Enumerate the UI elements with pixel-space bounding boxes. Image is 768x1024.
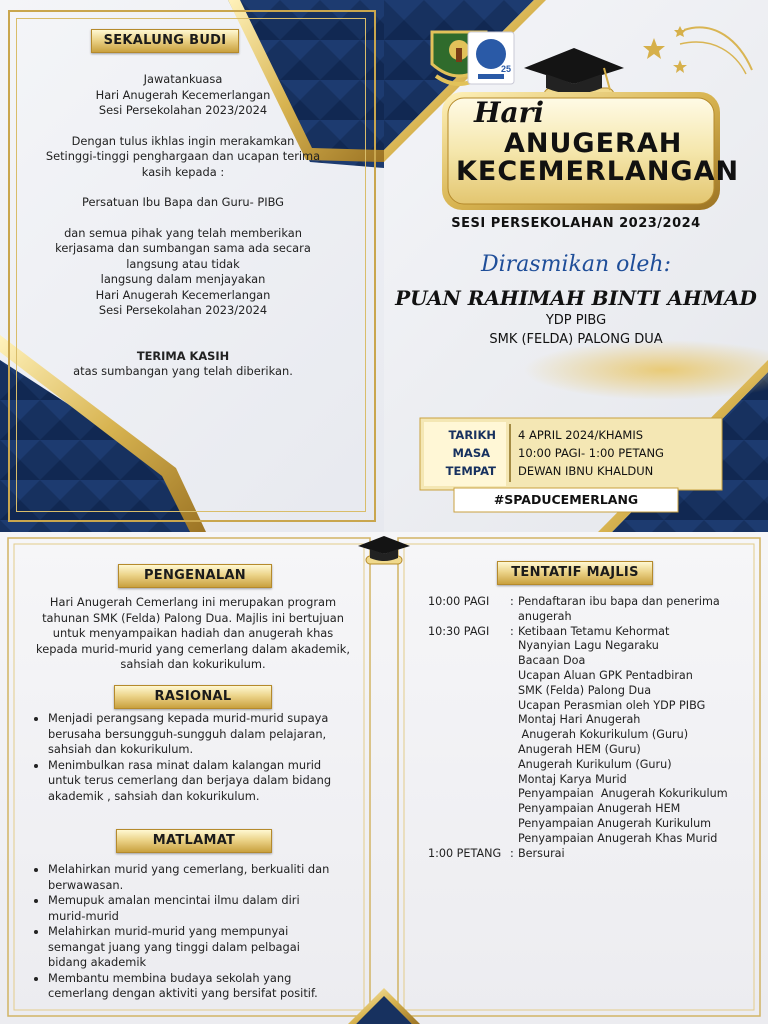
pengenalan-text: Hari Anugerah Cemerlang ini merupakan program tahunan SMK (Felda) Palong Dua. Majlis ini bertujuan untuk menyampaikan hadiah dan anugerah khas kepada murid-murid yang cemerlang dalam akademik, sahsiah dan kokurikulum. <box>36 595 350 671</box>
thanks-panel <box>0 0 384 532</box>
graduation-cap-icon <box>358 536 410 564</box>
logo-number: 25 <box>501 64 512 74</box>
schedule-sep: : <box>510 595 514 608</box>
thanks-line: langsung atau tidak <box>126 256 240 271</box>
terima-kasih-text: atas sumbangan yang telah diberikan. <box>73 364 293 378</box>
schedule-item: Ketibaan Tetamu Kehormat <box>518 624 670 638</box>
list-item: • Melahirkan murid yang cemerlang, berkualiti dan berwawasan. <box>48 862 336 893</box>
guest-role: YDP PIBG <box>545 313 607 328</box>
schedule-item: Penyampaian Anugerah Khas Murid <box>518 831 718 845</box>
thanks-line: kasih kepada : <box>141 164 225 179</box>
schedule-time: 1:00 PETANG <box>428 846 502 860</box>
event-values <box>518 426 718 480</box>
matlamat-heading: MATLAMAT <box>116 829 272 853</box>
title-anugerah: ANUGERAH <box>504 128 683 159</box>
thanks-line: Jawatankuasa <box>143 72 223 86</box>
value-time: 10:00 PAGI- 1:00 PETANG <box>518 446 664 460</box>
thanks-line: Sesi Persekolahan 2023/2024 <box>98 103 268 117</box>
rasional-heading: RASIONAL <box>114 685 272 709</box>
thanks-line: Setinggi-tinggi penghargaan dan ucapan terima <box>45 149 321 163</box>
session-text: SESI PERSEKOLAHAN 2023/2024 <box>451 216 701 231</box>
schedule-item: Ucapan Perasmian oleh YDP PIBG <box>518 698 706 712</box>
schedule-time: 10:30 PAGI <box>428 624 490 638</box>
star-icon <box>643 38 665 59</box>
thanks-line: Sesi Persekolahan 2023/2024 <box>98 303 268 317</box>
schedule-item: Anugerah Kokurikulum (Guru) <box>518 728 689 742</box>
terima-kasih-title: TERIMA KASIH <box>136 348 230 363</box>
schedule-time: 10:00 PAGI <box>428 595 490 608</box>
list-item: • Memupuk amalan mencintai ilmu dalam diri murid-murid <box>48 893 336 924</box>
schedule-item: Montaj Karya Murid <box>518 772 627 786</box>
schedule-row <box>428 595 744 625</box>
thanks-line: Hari Anugerah Kecemerlangan <box>95 87 271 102</box>
schedule-item: Penyampaian Anugerah Kurikulum <box>518 816 712 830</box>
schedule-item: Bersurai <box>518 846 565 860</box>
schedule-item: Bacaan Doa <box>518 654 586 668</box>
thanks-line: kerjasama dan sumbangan sama ada secara <box>55 241 311 255</box>
title-script: Hari <box>474 96 544 129</box>
schedule-row <box>428 847 744 862</box>
program-logo <box>468 32 514 84</box>
sekalung-budi-heading: SEKALUNG BUDI <box>91 29 239 53</box>
schedule-item: Ucapan Aluan GPK Pentadbiran <box>518 668 693 682</box>
schedule-sep: : <box>510 846 514 860</box>
pengenalan-heading: PENGENALAN <box>118 564 272 588</box>
schedule-item: Montaj Hari Anugerah <box>518 713 641 727</box>
label-tarikh: TARIKH <box>448 428 496 442</box>
thanks-line: Persatuan Ibu Bapa dan Guru- PIBG <box>81 195 285 209</box>
label-masa: MASA <box>452 446 490 460</box>
value-venue: DEWAN IBNU KHALDUN <box>518 464 654 478</box>
guest-name: PUAN RAHIMAH BINTI AHMAD <box>395 286 757 310</box>
star-icon <box>673 60 687 73</box>
list-item: • Menjadi perangsang kepada murid-murid supaya berusaha bersungguh-sungguh dalam pelajaran, sahsiah dan kokurikulum. <box>48 711 348 758</box>
value-date: 4 APRIL 2024/KHAMIS <box>518 428 644 442</box>
thanks-line: Hari Anugerah Kecemerlangan <box>95 287 271 302</box>
schedule-item: SMK (Felda) Palong Dua <box>518 683 652 697</box>
star-icon <box>674 26 686 37</box>
thanks-line: langsung dalam menjayakan <box>100 272 266 286</box>
tentatif-heading: TENTATIF MAJLIS <box>497 561 653 585</box>
list-item: • Membantu membina budaya sekolah yang cemerlang dengan aktiviti yang bersifat positif. <box>48 971 336 1002</box>
thanks-body <box>30 72 336 380</box>
schedule-item: Anugerah Kurikulum (Guru) <box>518 757 672 771</box>
event-labels <box>424 426 506 480</box>
info-spread <box>0 532 768 1024</box>
schedule-item: Nyanyian Lagu Negaraku <box>518 639 659 653</box>
schedule-item: Penyampaian Anugerah HEM <box>518 802 681 816</box>
schedule-item: Anugerah HEM (Guru) <box>518 742 641 756</box>
label-tempat: TEMPAT <box>445 464 496 478</box>
cover-panel <box>384 0 768 532</box>
thanks-line: Dengan tulus ikhlas ingin merakamkan <box>71 133 295 148</box>
officiated-by: Dirasmikan oleh: <box>481 252 671 277</box>
matlamat-list <box>30 862 336 1002</box>
schedule-sep: : <box>510 624 514 638</box>
thanks-line: dan semua pihak yang telah memberikan <box>64 225 302 240</box>
title-kecemerlangan: KECEMERLANGAN <box>456 156 740 187</box>
schedule-item: Penyampaian Anugerah Kokurikulum <box>518 787 728 801</box>
rasional-list <box>30 711 348 804</box>
guest-school: SMK (FELDA) PALONG DUA <box>489 332 663 347</box>
schedule-item: Pendaftaran ibu bapa dan penerima anugerah <box>518 595 720 623</box>
hashtag: #SPADUCEMERLANG <box>493 492 639 507</box>
list-item: • Menimbulkan rasa minat dalam kalangan murid untuk terus cemerlang dan berjaya dalam bidang akademik , sahsiah dan kokurikulum. <box>48 758 348 805</box>
tentatif-schedule <box>428 595 744 861</box>
list-item: • Melahirkan murid-murid yang mempunyai semangat juang yang tinggi dalam pelbagai bidang akademik <box>48 924 336 971</box>
schedule-row <box>428 625 744 847</box>
gold-glitter <box>524 340 768 400</box>
